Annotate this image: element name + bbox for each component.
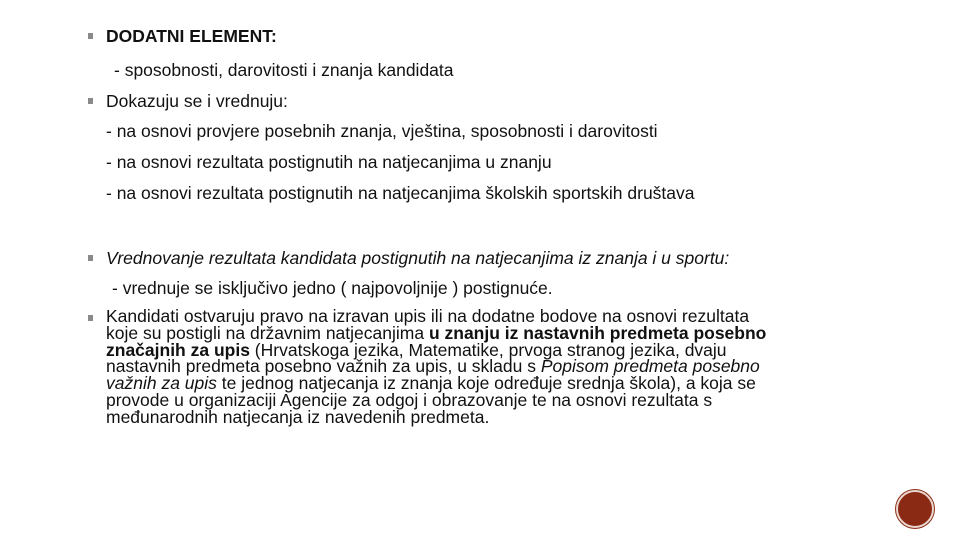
bullet-marker — [88, 98, 93, 104]
para-line: nastavnih predmeta posebno važnih za upis, u skladu s Popisom predmeta posebno — [106, 356, 760, 377]
heading-dokazuju: Dokazuju se i vrednuju: — [106, 91, 288, 111]
italic-phrase: važnih za upis — [106, 373, 217, 394]
para-line: koje su postigli na državnim natjecanjima u znanju iz nastavnih predmeta posebno — [106, 322, 767, 343]
paragraph-kandidati — [106, 308, 866, 426]
bullet-marker — [88, 255, 93, 261]
heading-dodatni-element: DODATNI ELEMENT: — [106, 26, 277, 46]
bullet-marker — [88, 33, 93, 39]
sub-item-vrednuje: - vrednuje se isključivo jedno ( najpovoljnije ) postignuće. — [112, 278, 553, 298]
bullet-marker — [88, 315, 93, 321]
italic-phrase: Popisom predmeta posebno — [540, 356, 760, 377]
heading-vrednovanje: Vrednovanje rezultata kandidata postignutih na natjecanjima iz znanja i u sportu: — [106, 248, 730, 268]
bold-phrase: značajnih za upis — [106, 339, 250, 360]
sub-item-natjecanja-sport: - na osnovi rezultata postignutih na natjecanjima školskih sportskih društava — [106, 183, 695, 203]
para-line: međunarodnih natjecanja iz navedenih predmeta. — [106, 406, 490, 427]
sub-item-provjere: - na osnovi provjere posebnih znanja, vještina, sposobnosti i darovitosti — [106, 121, 658, 141]
slide-badge-icon — [896, 490, 934, 528]
para-line: važnih za upis te jednog natjecanja iz znanja koje određuje srednja škola), a koja se — [106, 373, 756, 394]
para-line: provode u organizaciji Agencije za odgoj i obrazovanje te na osnovi rezultata s — [106, 389, 713, 410]
sub-item-natjecanja-znanje: - na osnovi rezultata postignutih na natjecanjima u znanju — [106, 152, 552, 172]
para-line: značajnih za upis (Hrvatskoga jezika, Matematike, prvoga stranog jezika, dvaju — [106, 339, 727, 360]
para-line: Kandidati ostvaruju pravo na izravan upis ili na dodatne bodove na osnovi rezultata — [106, 306, 750, 326]
sub-item-sposobnosti: - sposobnosti, darovitosti i znanja kandidata — [114, 60, 454, 80]
bold-phrase: u znanju iz nastavnih predmeta posebno — [428, 322, 767, 343]
